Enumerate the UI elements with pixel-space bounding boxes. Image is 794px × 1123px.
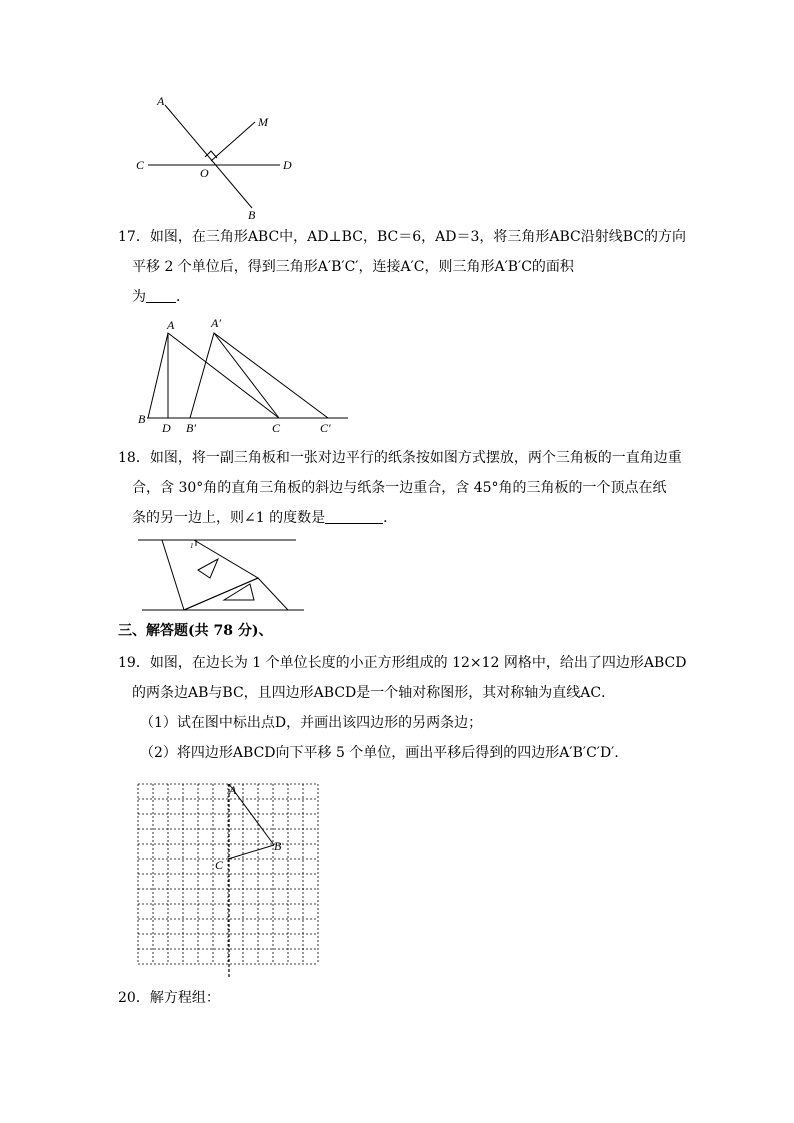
q19-line-2: 的两条边AB与BC，且四边形ABCD是一个轴对称图形，其对称轴为直线AC． [132, 685, 616, 701]
fig17-label-c: C [272, 421, 281, 435]
question-19 [118, 648, 688, 768]
q18-line-2: 合，含 30°角的直角三角板的斜边与纸条一边重合，含 45°角的三角板的一个顶点在纸 [132, 480, 667, 496]
figure-triangle-translation [135, 315, 355, 440]
q17-line-3-suffix: ． [176, 289, 190, 305]
fig19-label-c: C [215, 858, 224, 872]
q19-sub-1: （1）试在图中标出点D，并画出该四边形的另两条边； [140, 715, 483, 731]
figure-grid-12x12 [138, 784, 320, 979]
q18-line-1: 18．如图，将一副三角板和一张对边平行的纸条按如图方式摆放，两个三角板的一直角边重 [118, 450, 682, 466]
section-3-heading: 三、解答题(共 78 分)、 [118, 623, 273, 639]
fig17-label-a: A [167, 318, 175, 332]
figure-perpendicular-lines [130, 90, 310, 225]
q19-sub-2: （2）将四边形ABCD向下平移 5 个单位，画出平移后得到的四边形A′B′C′D′． [140, 745, 629, 761]
fig16-label-a: A [157, 94, 165, 108]
q17-line-1: 17．如图，在三角形ABC中，AD⊥BC，BC＝6，AD＝3，将三角形ABC沿射线BC的方向 [118, 229, 686, 245]
q20-line-1: 20．解方程组： [118, 990, 220, 1006]
q18-line-3-suffix: ． [383, 510, 398, 526]
fig16-label-o: O [200, 166, 209, 180]
q17-line-3-prefix: 为 [132, 289, 146, 305]
q17-line-3 [118, 282, 688, 312]
fig17-label-b-prime: B′ [186, 421, 196, 435]
question-17 [118, 222, 688, 312]
fig17-label-c-prime: C′ [320, 421, 331, 435]
fig19-label-b: B [274, 839, 282, 853]
q18-answer-blank[interactable] [325, 509, 383, 524]
q18-line-3-prefix: 条的另一边上，则∠1 的度数是 [132, 510, 326, 526]
q17-answer-blank[interactable] [146, 288, 176, 303]
question-20 [118, 983, 688, 1013]
fig16-label-c: C [136, 158, 145, 172]
fig17-label-a-prime: A′ [211, 316, 221, 330]
figure-triangle-rulers [138, 532, 308, 614]
fig19-label-a: A [229, 783, 237, 797]
q18-line-3 [118, 503, 688, 533]
fig16-label-d: D [283, 158, 292, 172]
fig17-label-d: D [162, 421, 171, 435]
q19-line-1: 19．如图，在边长为 1 个单位长度的小正方形组成的 12×12 网格中，给出了四边形ABCD [118, 655, 687, 671]
question-18 [118, 443, 688, 533]
fig16-label-b: B [248, 208, 256, 222]
fig16-label-m: M [258, 115, 268, 129]
fig17-label-b: B [138, 412, 146, 426]
q17-line-2: 平移 2 个单位后，得到三角形A′B′C′，连接A′C，则三角形A′B′C的面积 [132, 259, 574, 275]
fig18-angle-1-label: 1 [190, 542, 194, 550]
